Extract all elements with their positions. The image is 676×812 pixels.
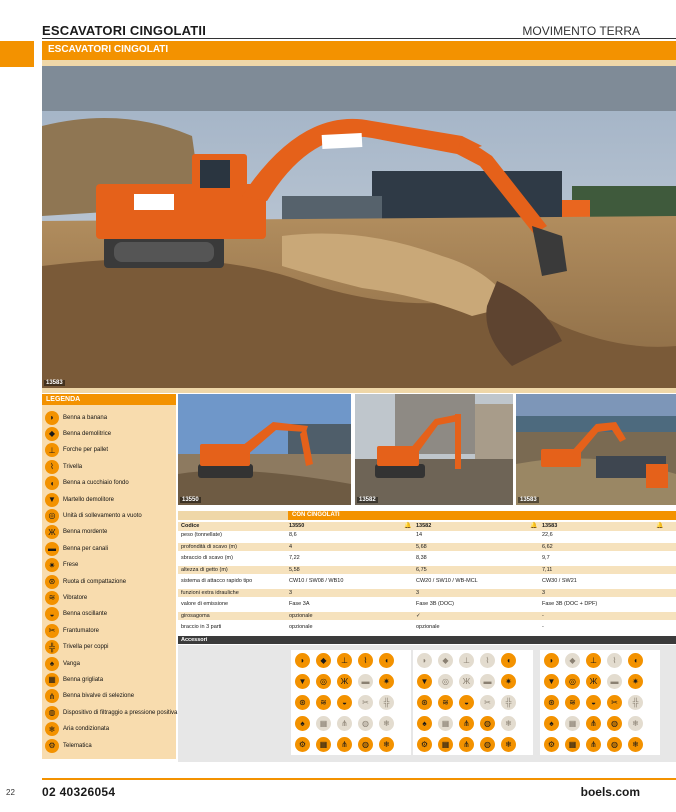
pressure-filter-icon: ◍: [358, 716, 373, 731]
spade-icon: ♠: [417, 716, 432, 731]
vibrator-icon: ≋: [438, 695, 453, 710]
vacuum-lifter-icon: ◎: [565, 674, 580, 689]
table-row: [178, 543, 676, 552]
row-value: opzionale: [416, 624, 440, 630]
photo-code: 13583: [46, 380, 63, 386]
air-conditioning-icon: ❄: [628, 737, 643, 752]
accessories-bar: Accessori: [178, 636, 676, 644]
grab-bucket-icon: Ж: [337, 674, 352, 689]
subheader-bar: [42, 41, 676, 60]
grab-bucket-icon: Ж: [586, 674, 601, 689]
pallet-fork-icon: ⊥: [45, 443, 59, 457]
legend-item: [45, 623, 99, 638]
pallet-fork-icon: ⊥: [337, 653, 352, 668]
pressure-filter-icon: ◍: [607, 716, 622, 731]
photo-code: 13583: [520, 497, 537, 503]
sorting-grab-icon: ⋔: [337, 716, 352, 731]
legend-item-label: Benna mordente: [63, 529, 108, 536]
main-photo: [42, 66, 676, 388]
legend-item: [45, 738, 92, 753]
tilt-bucket-icon: ◒: [586, 695, 601, 710]
compaction-wheel-icon: ⊛: [45, 575, 59, 589]
row-value: 5,58: [289, 566, 300, 573]
row-value: 7,22: [289, 555, 300, 561]
row-value: 9,7: [542, 555, 550, 561]
row-label: sbraccio di scavo (m): [181, 555, 233, 561]
demolition-bucket-icon: ◆: [438, 653, 453, 668]
air-conditioning-icon: ❄: [628, 716, 643, 731]
crusher-icon: ✂: [607, 695, 622, 710]
crusher-icon: ✂: [480, 695, 495, 710]
legend-item: [45, 558, 78, 573]
banana-bucket-icon: ◗: [45, 411, 59, 425]
telematics-icon: ⚙: [544, 737, 559, 752]
row-value: 3: [289, 589, 293, 596]
sorting-grab-icon: ⋔: [45, 689, 59, 703]
footer-rule: [42, 778, 676, 780]
legend-item: [45, 722, 109, 737]
vibrator-icon: ≋: [45, 591, 59, 605]
row-value: CW30 / SW21: [542, 578, 577, 584]
photo-code: 13550: [182, 497, 199, 503]
legend-item-label: Forche per pallet: [63, 447, 109, 454]
air-conditioning-icon: ❄: [379, 737, 394, 752]
tilt-bucket-icon: ◒: [337, 695, 352, 710]
row-value: CW10 / SW08 / WB10: [289, 578, 344, 584]
grab-bucket-icon: Ж: [45, 525, 59, 539]
row-value: 4: [289, 543, 293, 550]
air-conditioning-icon: ❄: [379, 716, 394, 731]
row-value: 3: [542, 589, 546, 596]
row-value: 14: [416, 532, 423, 538]
photo-code: 13582: [359, 497, 376, 503]
row-value: 7,11: [542, 566, 553, 573]
legend-item: [45, 541, 108, 556]
cutter-icon: ✷: [379, 674, 394, 689]
row-value: 5,68: [416, 543, 427, 550]
page-number: 22: [6, 788, 15, 797]
legend-item: [45, 410, 107, 425]
ditch-bucket-icon: ▬: [480, 674, 495, 689]
air-conditioning-icon: ❄: [45, 722, 59, 736]
vibrator-icon: ≋: [316, 695, 331, 710]
trench-bucket-icon: ◖: [628, 653, 643, 668]
pressure-filter-icon: ◍: [358, 737, 373, 752]
tile-auger-icon: ╬: [45, 640, 59, 654]
page-title: ESCAVATORI CINGOLATII: [42, 23, 207, 38]
legend-item-label: Aria condizionata: [63, 726, 110, 733]
row-label: sistema di attacco rapido tipo: [181, 578, 253, 584]
row-label: girosagoma: [181, 612, 210, 619]
tile-auger-icon: ╬: [501, 695, 516, 710]
row-value: -: [542, 612, 544, 619]
legend-item: [45, 492, 114, 507]
legend-item-label: Trivella: [63, 463, 83, 470]
vibrator-icon: ≋: [565, 695, 580, 710]
sorting-grab-icon: ⋔: [586, 716, 601, 731]
telematics-icon: ⚙: [417, 737, 432, 752]
breaker-hammer-icon: ▼: [45, 493, 59, 507]
riddle-bucket-icon: ▦: [565, 716, 580, 731]
table-row: [178, 577, 676, 586]
row-value: opzionale: [289, 612, 313, 619]
row-value: 3: [416, 589, 420, 596]
spade-icon: ♠: [295, 716, 310, 731]
crusher-icon: ✂: [358, 695, 373, 710]
row-value: ✓: [416, 612, 421, 619]
legend-item: [45, 574, 126, 589]
riddle-bucket-icon: ▦: [316, 737, 331, 752]
side-tab: [0, 41, 34, 67]
auger-icon: ⌇: [607, 653, 622, 668]
demolition-bucket-icon: ◆: [565, 653, 580, 668]
photo-13582: [355, 394, 513, 505]
auger-icon: ⌇: [358, 653, 373, 668]
tan-strip: [42, 388, 676, 393]
table-row-code: [178, 522, 676, 531]
table-row: [178, 600, 676, 609]
table-row: [178, 589, 676, 598]
spade-icon: ♠: [45, 657, 59, 671]
tilt-bucket-icon: ◒: [459, 695, 474, 710]
sorting-grab-icon: ⋔: [337, 737, 352, 752]
pallet-fork-icon: ⊥: [459, 653, 474, 668]
cutter-icon: ✷: [501, 674, 516, 689]
accessory-grid: [413, 650, 533, 755]
grab-bucket-icon: Ж: [459, 674, 474, 689]
accessory-grid: [291, 650, 411, 755]
bell-icon[interactable]: 🔔: [404, 523, 412, 529]
sorting-grab-icon: ⋔: [586, 737, 601, 752]
sorting-grab-icon: ⋔: [459, 716, 474, 731]
table-row: [178, 566, 676, 575]
row-value: 13550: [289, 523, 305, 529]
pallet-fork-icon: ⊥: [586, 653, 601, 668]
row-value: 6,75: [416, 566, 427, 573]
table-row: [178, 531, 676, 540]
auger-icon: ⌇: [45, 460, 59, 474]
legend-item-label: Benna per canali: [63, 545, 109, 552]
riddle-bucket-icon: ▦: [565, 737, 580, 752]
row-value: opzionale: [289, 624, 313, 630]
row-value: 8,6: [289, 532, 297, 538]
vacuum-lifter-icon: ◎: [45, 509, 59, 523]
air-conditioning-icon: ❄: [501, 716, 516, 731]
tile-auger-icon: ╬: [379, 695, 394, 710]
air-conditioning-icon: ❄: [501, 737, 516, 752]
spade-icon: ♠: [544, 716, 559, 731]
auger-icon: ⌇: [480, 653, 495, 668]
legend-item: [45, 508, 142, 523]
row-value: 13583: [542, 523, 558, 529]
row-value: 13582: [416, 523, 432, 529]
legend-item: [45, 476, 129, 491]
riddle-bucket-icon: ▦: [316, 716, 331, 731]
banana-bucket-icon: ◗: [417, 653, 432, 668]
table-row: [178, 612, 676, 621]
row-label: braccio in 3 parti: [181, 624, 222, 630]
row-value: CW20 / SW10 / WB-MCL: [416, 578, 478, 584]
riddle-bucket-icon: ▦: [438, 737, 453, 752]
legend-item: [45, 705, 177, 720]
legend-item-label: Benna grigliata: [63, 676, 104, 683]
legend-item: [45, 525, 107, 540]
banana-bucket-icon: ◗: [544, 653, 559, 668]
legend-item-label: Frese: [63, 562, 79, 569]
subheader-title: ESCAVATORI CINGOLATI: [48, 44, 169, 55]
row-label: peso (tonnellate): [181, 532, 222, 538]
tile-auger-icon: ╬: [628, 695, 643, 710]
legend-item-label: Benna a banana: [63, 414, 108, 421]
legend: [42, 394, 176, 759]
pressure-filter-icon: ◍: [480, 716, 495, 731]
vacuum-lifter-icon: ◎: [438, 674, 453, 689]
row-label: valore di emissione: [181, 601, 229, 607]
row-value: 8,38: [416, 555, 427, 561]
bell-icon[interactable]: 🔔: [656, 523, 664, 529]
row-value: 22,6: [542, 532, 553, 538]
row-value: -: [542, 624, 544, 630]
row-label: funzioni extra idrauliche: [181, 589, 239, 596]
demolition-bucket-icon: ◆: [316, 653, 331, 668]
breaker-hammer-icon: ▼: [295, 674, 310, 689]
pressure-filter-icon: ◍: [45, 706, 59, 720]
table-row: [178, 554, 676, 563]
row-value: Fase 3B (DOC): [416, 601, 454, 607]
legend-item-label: Frantumatore: [63, 627, 100, 634]
telematics-icon: ⚙: [45, 739, 59, 753]
legend-item-label: Dispositivo di filtraggio a pressione positiva: [63, 709, 178, 716]
breaker-hammer-icon: ▼: [417, 674, 432, 689]
vacuum-lifter-icon: ◎: [316, 674, 331, 689]
cutter-icon: ✷: [45, 558, 59, 572]
riddle-bucket-icon: ▦: [45, 673, 59, 687]
telematics-icon: ⚙: [295, 737, 310, 752]
cutter-icon: ✷: [628, 674, 643, 689]
bell-icon[interactable]: 🔔: [530, 523, 538, 529]
legend-item: [45, 640, 108, 655]
photo-13583: [516, 394, 676, 505]
row-label: altezza di getto (m): [181, 566, 228, 573]
legend-item: [45, 443, 108, 458]
legend-item-label: Vanga: [63, 660, 80, 667]
accessories-area: [178, 645, 676, 762]
ditch-bucket-icon: ▬: [45, 542, 59, 556]
section-title: MOVIMENTO TERRA: [522, 24, 640, 38]
demolition-bucket-icon: ◆: [45, 427, 59, 441]
crusher-icon: ✂: [45, 624, 59, 638]
compaction-wheel-icon: ⊛: [295, 695, 310, 710]
pressure-filter-icon: ◍: [480, 737, 495, 752]
row-value: Fase 3B (DOC + DPF): [542, 601, 598, 607]
legend-item: [45, 689, 134, 704]
website[interactable]: boels.com: [580, 785, 640, 799]
legend-item: [45, 459, 82, 474]
header-rule: [42, 38, 676, 39]
legend-item-label: Unità di sollevamento a vuoto: [63, 512, 142, 519]
banana-bucket-icon: ◗: [295, 653, 310, 668]
table-group-header: CON CINGOLATI: [288, 511, 676, 520]
legend-item-label: Martello demolitore: [63, 496, 115, 503]
legend-item-label: Telematica: [63, 742, 92, 749]
tan-strip: [178, 511, 288, 520]
legend-item: [45, 607, 107, 622]
legend-item-label: Benna a cucchiaio fondo: [63, 480, 129, 487]
legend-item: [45, 590, 87, 605]
ditch-bucket-icon: ▬: [607, 674, 622, 689]
legend-item-label: Benna demolitrice: [63, 430, 112, 437]
trench-bucket-icon: ◖: [501, 653, 516, 668]
legend-item-label: Ruota di compattazione: [63, 578, 127, 585]
row-label: profondità di scavo (m): [181, 543, 237, 550]
legend-title: LEGENDA: [42, 394, 176, 405]
table-row: [178, 623, 676, 632]
legend-item: [45, 672, 103, 687]
tilt-bucket-icon: ◒: [45, 607, 59, 621]
sorting-grab-icon: ⋔: [459, 737, 474, 752]
legend-item-label: Benna oscillante: [63, 611, 108, 618]
ditch-bucket-icon: ▬: [358, 674, 373, 689]
phone-number: 02 40326054: [42, 785, 116, 799]
legend-item-label: Trivella per coppi: [63, 644, 109, 651]
compaction-wheel-icon: ⊛: [544, 695, 559, 710]
trench-bucket-icon: ◖: [45, 476, 59, 490]
legend-item: [45, 426, 111, 441]
row-value: Fase 3A: [289, 601, 310, 607]
breaker-hammer-icon: ▼: [544, 674, 559, 689]
trench-bucket-icon: ◖: [379, 653, 394, 668]
row-label: Codice: [181, 523, 200, 529]
pressure-filter-icon: ◍: [607, 737, 622, 752]
row-value: 6,62: [542, 543, 553, 550]
legend-item-label: Benna bivalve di selezione: [63, 693, 135, 700]
accessory-grid: [540, 650, 660, 755]
compaction-wheel-icon: ⊛: [417, 695, 432, 710]
riddle-bucket-icon: ▦: [438, 716, 453, 731]
legend-item: [45, 656, 80, 671]
photo-13550: [178, 394, 351, 505]
legend-item-label: Vibratore: [63, 594, 88, 601]
